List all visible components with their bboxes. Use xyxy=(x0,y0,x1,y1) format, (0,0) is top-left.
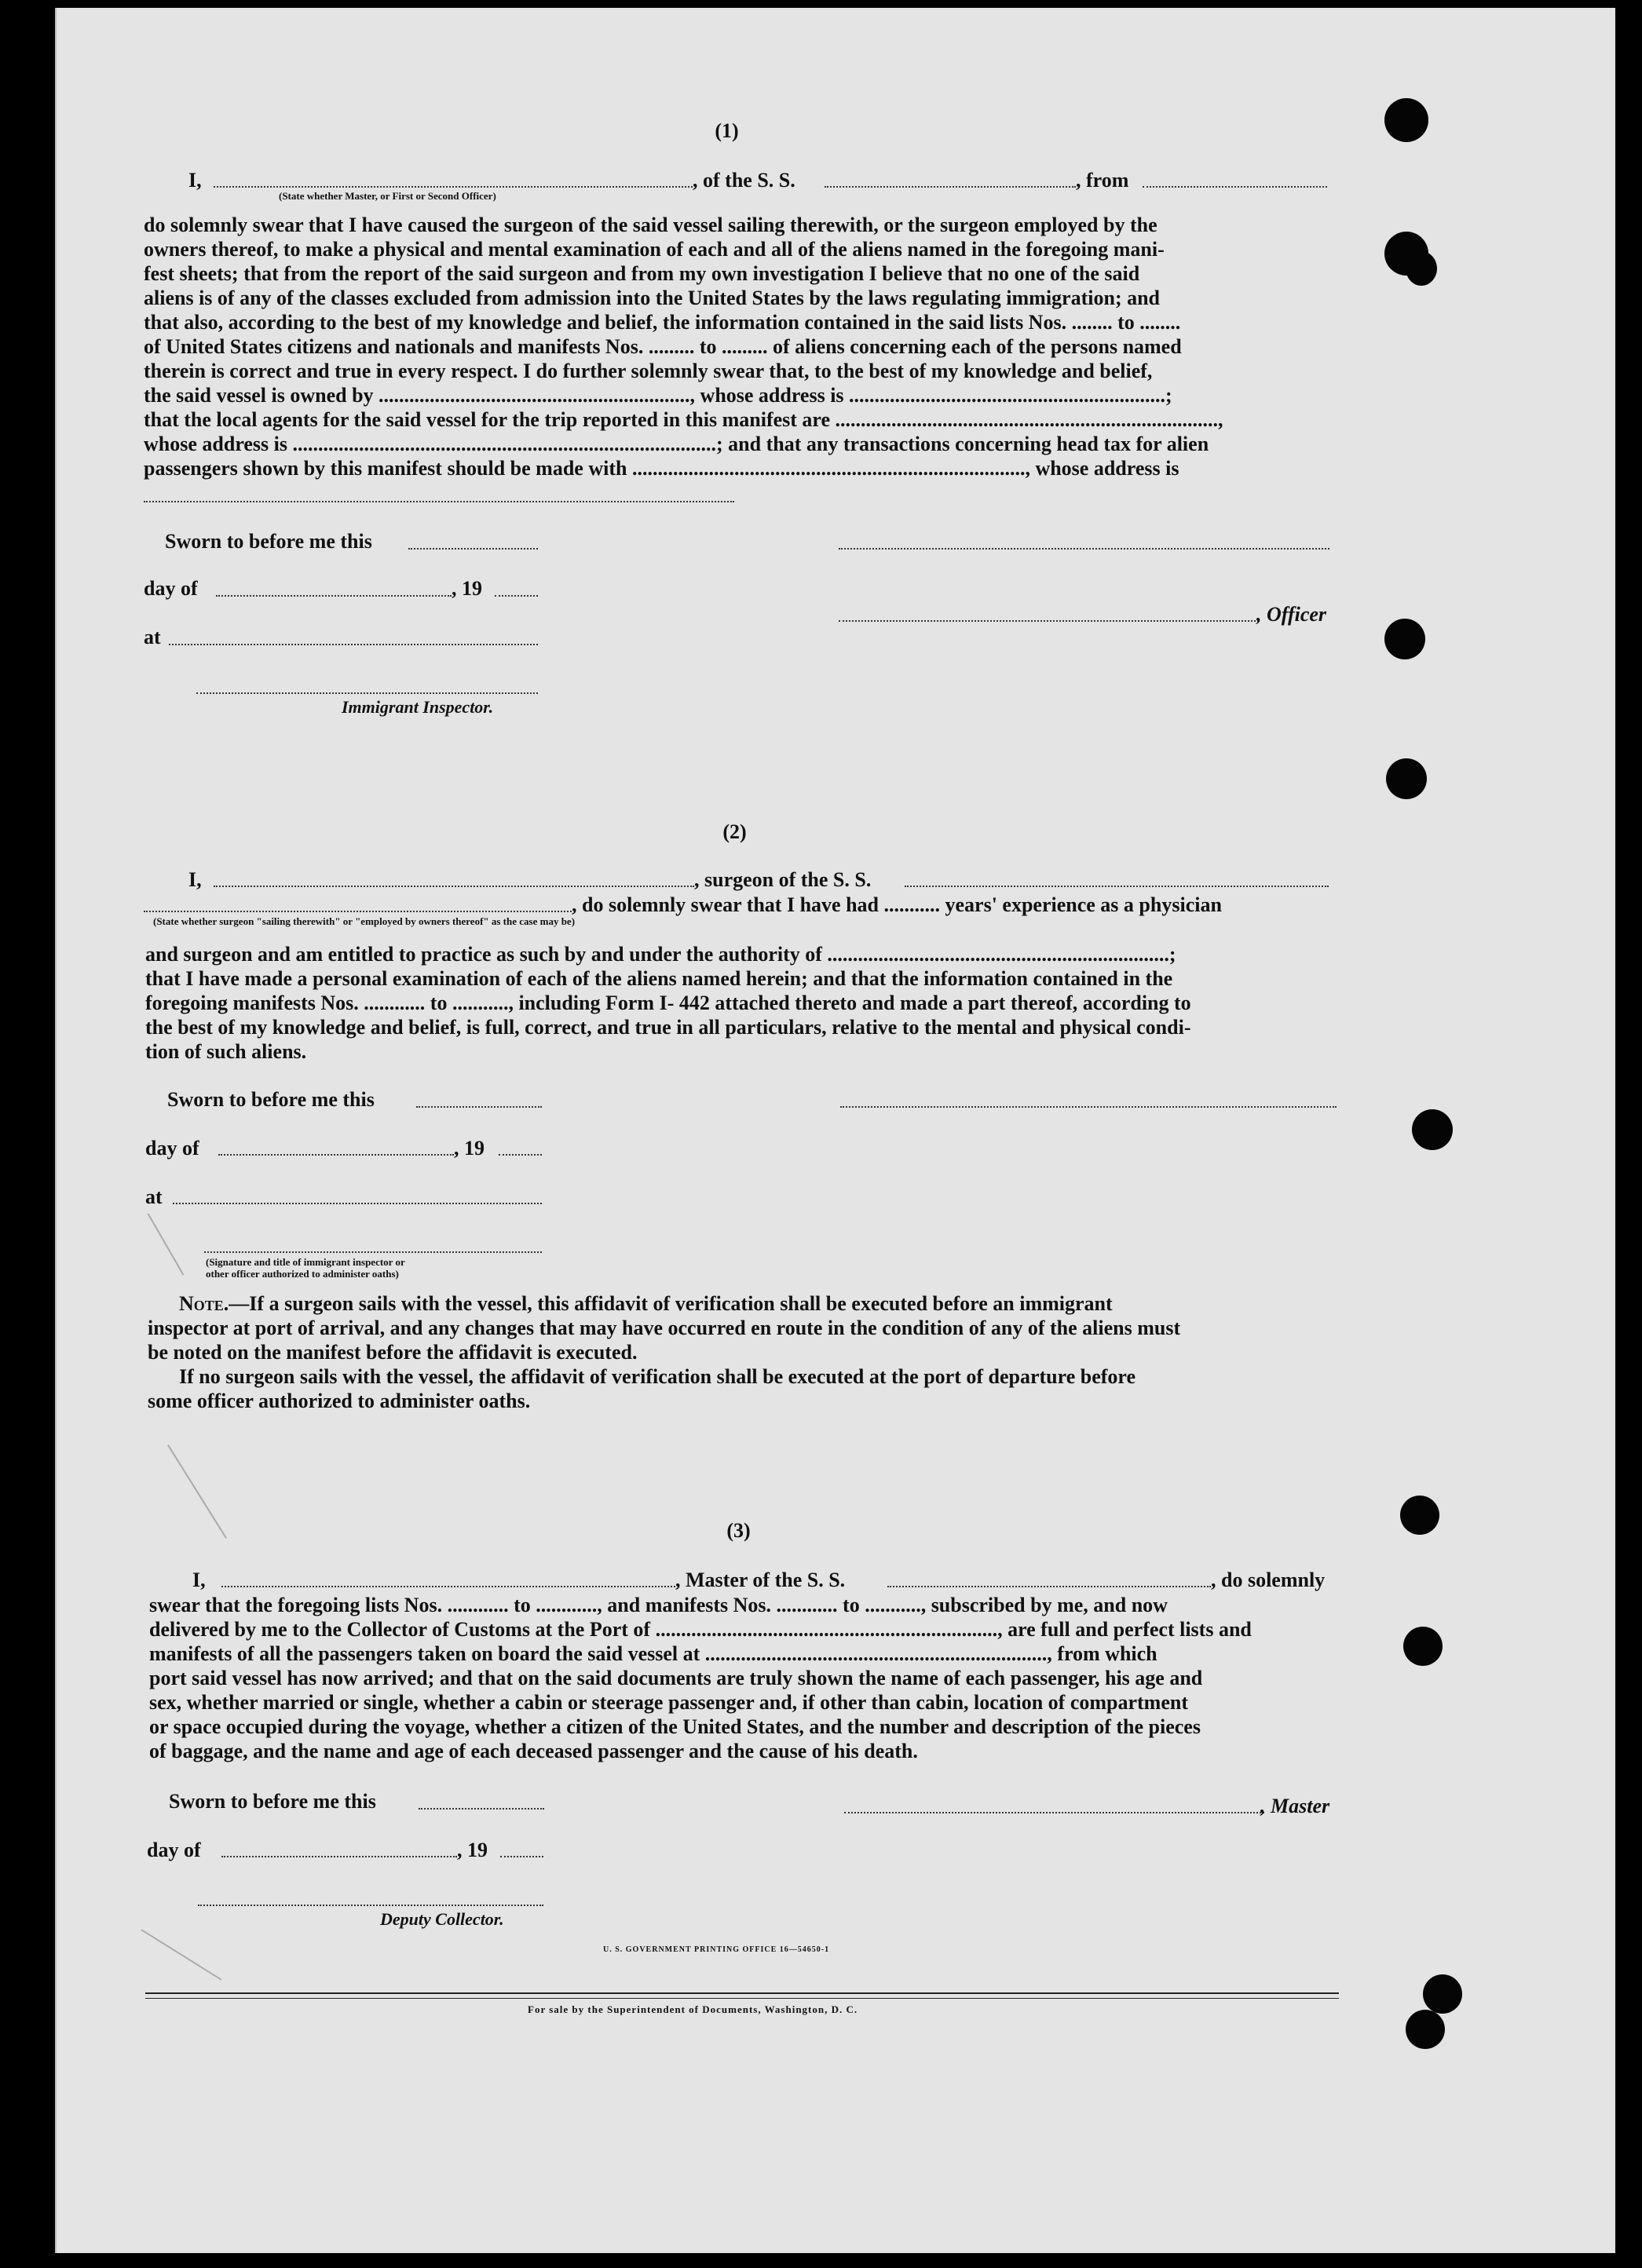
master-vessel-blank[interactable] xyxy=(887,1586,1211,1587)
from-label: , from xyxy=(1076,169,1129,192)
of-ss-label: , of the S. S. xyxy=(693,169,795,192)
year-label: , 19 xyxy=(452,577,482,600)
body-line: manifests of all the passengers taken on board the said vessel at ..................................................................., from which xyxy=(149,1642,1157,1665)
at-place-blank[interactable] xyxy=(173,1203,542,1204)
punch-hole xyxy=(1423,1974,1462,2014)
year-blank[interactable] xyxy=(500,1856,543,1857)
master-label: , Master xyxy=(1260,1795,1330,1817)
sworn-label: Sworn to before me this xyxy=(169,1790,376,1813)
day-of-blank[interactable] xyxy=(218,1154,454,1156)
body-line: that I have made a personal examination of each of the aliens named herein; and that the information contained in the xyxy=(145,967,1173,990)
body-line: port said vessel has now arrived; and that on the said documents are truly shown the name of each passenger, his age and xyxy=(149,1667,1203,1689)
inspector-label: Immigrant Inspector. xyxy=(342,697,494,717)
body-line: therein is correct and true in every respect. I do further solemnly swear that, to the best of my knowledge and belief, xyxy=(144,360,1153,382)
master-name-blank[interactable] xyxy=(221,1586,675,1587)
year-blank[interactable] xyxy=(499,1154,542,1156)
at-place-blank[interactable] xyxy=(169,644,538,645)
section-1-i-label: I, xyxy=(188,169,202,192)
note-paragraph: Note.—If a surgeon sails with the vessel, this affidavit of verification shall be executed before an immigrant inspector at port of arrival, and any changes that may have occurred en route in the condition of any of the aliens must be noted on the manifest before the affidavit is executed. If no surgeon sails with the vessel, the affidavit of verification shall be executed at the port of departure before some officer authorized to administer oaths. xyxy=(148,1292,1181,1412)
section-3-body xyxy=(149,1593,1340,1763)
body-line: that the local agents for the said vessel for the trip reported in this manifest are ..........................................................................., xyxy=(144,408,1223,431)
body-line: the said vessel is owned by ............................................................., whose address is ..............................................................; xyxy=(144,384,1172,407)
punch-hole xyxy=(1403,1627,1443,1666)
section-2-i-label: I, xyxy=(188,868,202,891)
day-of-label: day of xyxy=(145,1137,199,1160)
body-line: tion of such aliens. xyxy=(145,1040,307,1063)
note-label: Note. xyxy=(179,1292,229,1315)
sworn-date-blank[interactable] xyxy=(416,1106,542,1108)
officer-label: , Officer xyxy=(1256,603,1327,626)
year-label: , 19 xyxy=(457,1839,488,1861)
body-line: of baggage, and the name and age of each deceased passenger and the cause of his death. xyxy=(149,1740,918,1762)
day-of-blank[interactable] xyxy=(216,595,452,597)
body-line: delivered by me to the Collector of Customs at the Port of ..................................................................., are full and perfect lists and xyxy=(149,1618,1252,1641)
swear-label: , do solemnly swear that I have had ........... years' experience as a physician xyxy=(572,893,1222,916)
master-signature-blank[interactable] xyxy=(844,1812,1264,1813)
collector-signature-blank[interactable] xyxy=(198,1905,543,1906)
vessel-name-blank[interactable] xyxy=(825,186,1076,188)
body-line: aliens is of any of the classes excluded from admission into the United States by the laws regulating immigration; and xyxy=(144,287,1161,309)
day-of-blank[interactable] xyxy=(221,1856,457,1857)
officer-title-blank[interactable] xyxy=(839,620,1259,622)
signature-hint: (Signature and title of immigrant inspector or other officer authorized to administer oaths) xyxy=(206,1256,405,1280)
at-label: at xyxy=(144,626,161,648)
surgeon-status-blank[interactable] xyxy=(144,911,572,912)
master-of-label: , Master of the S. S. xyxy=(675,1569,846,1591)
body-line: or space occupied during the voyage, whether a citizen of the United States, and the number and description of the pieces xyxy=(149,1715,1201,1738)
printing-office-imprint: U. S. GOVERNMENT PRINTING OFFICE 16—54650-1 xyxy=(603,1945,830,1954)
year-label: , 19 xyxy=(454,1137,485,1160)
section-1-body xyxy=(144,213,1331,480)
do-solemnly-label: , do solemnly xyxy=(1211,1569,1326,1591)
section-2-number: (2) xyxy=(722,820,747,843)
body-line: and surgeon and am entitled to practice as such by and under the authority of ...................................................................; xyxy=(145,943,1176,966)
address-blank[interactable] xyxy=(144,501,734,502)
day-of-label: day of xyxy=(147,1839,201,1861)
section-1-number: (1) xyxy=(715,119,739,142)
surgeon-hint: (State whether surgeon "sailing therewith" or "employed by owners thereof" as the case may be) xyxy=(153,915,576,927)
for-sale-note: For sale by the Superintendent of Documents, Washington, D. C. xyxy=(528,2003,858,2015)
punch-hole xyxy=(1406,251,1437,286)
surgeon-of-label: , surgeon of the S. S. xyxy=(694,868,872,891)
sworn-date-blank[interactable] xyxy=(419,1808,544,1810)
body-line: swear that the foregoing lists Nos. ............ to ............, and manifests Nos. ............ to ..........., subscribed by me, and now xyxy=(149,1594,1168,1616)
day-of-label: day of xyxy=(144,577,198,600)
surgeon-vessel-blank[interactable] xyxy=(905,886,1329,887)
sworn-label: Sworn to before me this xyxy=(167,1088,375,1111)
officer-hint: (State whether Master, or First or Second Officer) xyxy=(279,190,496,202)
collector-label: Deputy Collector. xyxy=(380,1909,504,1929)
surgeon-name-blank[interactable] xyxy=(214,886,694,887)
body-line: of United States citizens and nationals and manifests Nos. ......... to ......... of aliens concerning each of the persons named xyxy=(144,335,1182,358)
section-3-i-label: I, xyxy=(192,1569,206,1591)
footer-rule xyxy=(145,1998,1339,1999)
body-line: owners thereof, to make a physical and mental examination of each and all of the aliens named in the foregoing mani- xyxy=(144,238,1165,261)
body-line: foregoing manifests Nos. ............ to ..........., including Form I- 442 attached thereto and made a part thereof, according to xyxy=(145,992,1191,1014)
surgeon-signature-blank[interactable] xyxy=(840,1106,1337,1108)
body-line: the best of my knowledge and belief, is full, correct, and true in all particulars, relative to the mental and physical condi- xyxy=(145,1016,1191,1039)
body-line: that also, according to the best of my knowledge and belief, the information contained in the said lists Nos. ........ to ........ xyxy=(144,311,1181,334)
at-label: at xyxy=(145,1185,163,1208)
inspector-signature-blank[interactable] xyxy=(204,1251,542,1253)
sworn-label: Sworn to before me this xyxy=(165,530,372,553)
from-port-blank[interactable] xyxy=(1143,186,1327,188)
punch-hole xyxy=(1412,1109,1453,1150)
officer-signature-blank[interactable] xyxy=(839,548,1329,550)
body-line: whose address is ...................................................................................; and that any transactions concerning head tax for alien xyxy=(144,433,1209,455)
punch-hole xyxy=(1384,619,1425,659)
year-blank[interactable] xyxy=(495,595,538,597)
officer-name-blank[interactable] xyxy=(214,186,693,188)
body-line: sex, whether married or single, whether a cabin or steerage passenger and, if other than cabin, location of compartment xyxy=(149,1691,1188,1714)
body-line: fest sheets; that from the report of the said surgeon and from my own investigation I believe that no one of the said xyxy=(144,262,1140,285)
body-line: do solemnly swear that I have caused the surgeon of the said vessel sailing therewith, or the surgeon employed by the xyxy=(144,214,1157,236)
sworn-date-blank[interactable] xyxy=(408,548,538,550)
inspector-signature-blank[interactable] xyxy=(196,692,538,694)
punch-hole xyxy=(1386,758,1427,799)
footer-rule xyxy=(145,1992,1339,1994)
body-line: passengers shown by this manifest should be made with ............................................................................., whose address is xyxy=(144,457,1179,480)
section-3-number: (3) xyxy=(726,1519,751,1542)
punch-hole xyxy=(1406,2010,1445,2049)
section-2-body xyxy=(145,942,1337,1064)
